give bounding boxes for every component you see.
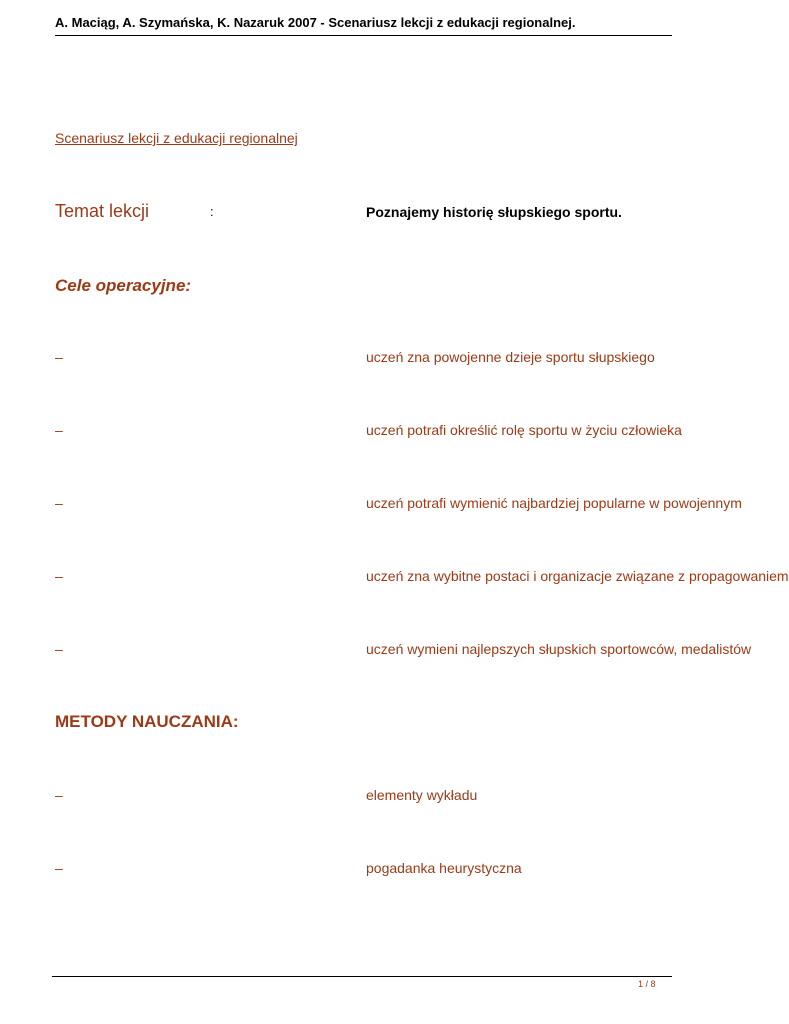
goal-item: uczeń zna wybitne postaci i organizacje związane z propagowaniem xyxy=(366,568,789,584)
goal-bullet: – xyxy=(55,422,63,438)
goal-item: uczeń zna powojenne dzieje sportu słupskiego xyxy=(366,349,655,365)
header-divider xyxy=(55,35,672,36)
page-header-title: A. Maciąg, A. Szymańska, K. Nazaruk 2007 - Scenariusz lekcji z edukacji regionalnej. xyxy=(55,15,576,30)
goal-bullet: – xyxy=(55,349,63,365)
goal-item: uczeń potrafi wymienić najbardziej popularne w powojennym xyxy=(366,495,742,511)
goal-item: uczeń wymieni najlepszych słupskich sportowców, medalistów xyxy=(366,641,752,657)
topic-label: Temat lekcji xyxy=(55,201,150,221)
method-bullet: – xyxy=(55,787,63,803)
goal-item: uczeń potrafi określić rolę sportu w życiu człowieka xyxy=(366,422,682,438)
document-title-link[interactable]: Scenariusz lekcji z edukacji regionalnej xyxy=(55,130,298,146)
topic-separator: : xyxy=(210,204,214,219)
method-bullet: – xyxy=(55,860,63,876)
methods-heading: METODY NAUCZANIA: xyxy=(55,712,239,731)
method-item: elementy wykładu xyxy=(366,787,478,803)
goal-bullet: – xyxy=(55,495,63,511)
goal-bullet: – xyxy=(55,568,63,584)
footer-divider xyxy=(52,976,672,977)
page-number: 1 / 8 xyxy=(638,979,656,989)
topic-value: Poznajemy historię słupskiego sportu. xyxy=(366,204,622,220)
goal-bullet: – xyxy=(55,641,63,657)
method-item: pogadanka heurystyczna xyxy=(366,860,522,876)
goals-heading: Cele operacyjne: xyxy=(55,276,192,295)
